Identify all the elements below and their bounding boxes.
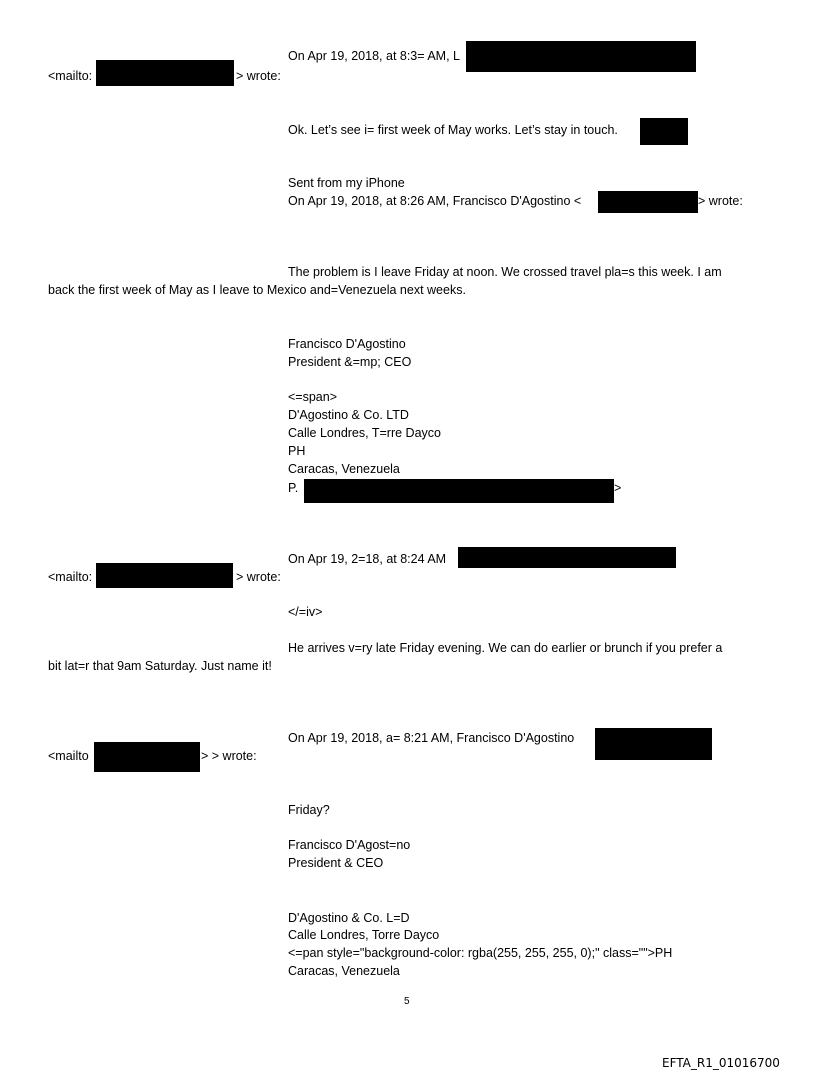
signature-title: President &=mp; CEO — [288, 355, 412, 369]
signature-street: Calle Londres, Torre Dayco — [288, 928, 440, 942]
redaction-box — [640, 118, 688, 145]
redaction-box — [458, 547, 676, 568]
email-header-3: On Apr 19, 2018, at 8:26 AM, Francisco D'Agostino < — [288, 194, 582, 208]
redaction-box — [94, 742, 200, 772]
wrote-label-1: > wrote: — [236, 69, 281, 83]
redaction-box — [466, 41, 696, 72]
signature-span: <=pan style="background-color: rgba(255, 255, 255, 0);" class="">PH — [288, 946, 673, 960]
signature-city: Caracas, Venezuela — [288, 462, 400, 476]
signature-phone-label: P. — [288, 481, 299, 495]
signature-street: Calle Londres, T=rre Dayco — [288, 426, 441, 440]
redaction-box — [598, 191, 698, 213]
mailto-label-7: <mailto — [48, 749, 89, 763]
message-line: Friday? — [288, 803, 330, 817]
redaction-box — [304, 479, 614, 503]
wrote-label-3: > wrote: — [698, 194, 743, 208]
wrote-label-7: > > wrote: — [201, 749, 257, 763]
redaction-box — [595, 728, 712, 760]
message-line: bit lat=r that 9am Saturday. Just name it! — [48, 659, 272, 673]
message-line: The problem is I leave Friday at noon. We crossed travel pla=s this week. I am — [288, 265, 722, 279]
email-header-5: On Apr 19, 2=18, at 8:24 AM — [288, 552, 447, 566]
email-header-7: On Apr 19, 2018, a= 8:21 AM, Francisco D'Agostino — [288, 731, 575, 745]
signature-company: D'Agostino & Co. LTD — [288, 408, 409, 422]
signature-city: Caracas, Venezuela — [288, 964, 400, 978]
div-tag-line: </=iv> — [288, 605, 323, 619]
message-line: Ok. Let’s see i= first week of May works. Let’s stay in touch. — [288, 123, 618, 137]
sent-from-line: Sent from my iPhone — [288, 176, 405, 190]
signature-span: <=span> — [288, 390, 338, 404]
document-id-footer: EFTA_R1_01016700 — [662, 1056, 780, 1070]
signature-phone-end: > — [614, 481, 622, 495]
wrote-label-5: > wrote: — [236, 570, 281, 584]
signature-name: Francisco D'Agostino — [288, 337, 406, 351]
signature-company: D'Agostino & Co. L=D — [288, 911, 410, 925]
page-number: 5 — [404, 996, 410, 1007]
message-line: back the first week of May as I leave to Mexico and=Venezuela next weeks. — [48, 283, 466, 297]
mailto-label-1: <mailto: — [48, 69, 93, 83]
signature-name: Francisco D'Agost=no — [288, 838, 411, 852]
signature-title: President & CEO — [288, 856, 384, 870]
mailto-label-5: <mailto: — [48, 570, 93, 584]
message-line: He arrives v=ry late Friday evening. We can do earlier or brunch if you prefer a — [288, 641, 723, 655]
redaction-box — [96, 563, 233, 588]
email-header-1: On Apr 19, 2018, at 8:3= AM, L — [288, 49, 460, 63]
redaction-box — [96, 60, 234, 86]
signature-ph: PH — [288, 444, 306, 458]
